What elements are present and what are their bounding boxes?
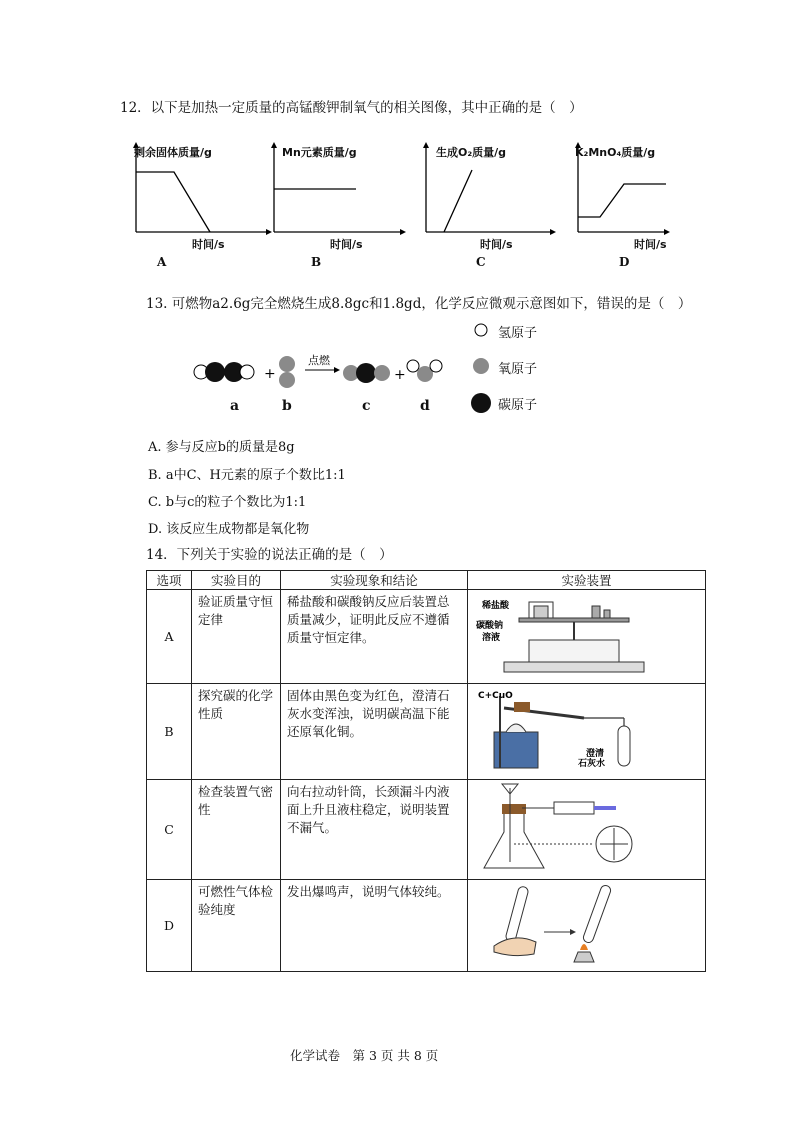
graph-a-ylabel: 剩余固体质量/g <box>134 146 212 159</box>
label-c-cuo: C+CuO <box>478 691 513 701</box>
carbon-reduction-apparatus-image <box>474 686 684 774</box>
row-result: 固体由黑色变为红色，澄清石灰水变浑浊，说明碳高温下能还原氧化铜。 <box>281 684 468 780</box>
question-12-text: 12．以下是加热一定质量的高锰酸钾制氧气的相关图像，其中正确的是（ ） <box>120 100 583 116</box>
table-row <box>147 880 706 972</box>
legend-carbon: 碳原子 <box>498 398 538 413</box>
graph-c <box>420 140 570 270</box>
graph-b <box>268 140 418 270</box>
row-result: 稀盐酸和碳酸钠反应后装置总质量减少，证明此反应不遵循质量守恒定律。 <box>281 590 468 684</box>
graph-d-line <box>578 184 666 217</box>
header-apparatus: 实验装置 <box>468 571 706 590</box>
question-13-text: 13. 可燃物a2.6g完全燃烧生成8.8gc和1.8gd，化学反应微观示意图如下，错误的是（ ） <box>146 296 692 312</box>
q13-option-d: D. 该反应生成物都是氧化物 <box>148 522 310 537</box>
row-purpose: 检查装置气密性 <box>192 780 281 880</box>
carbon-atom <box>205 362 225 382</box>
q13-option-b: B. a中C、H元素的原子个数比1:1 <box>148 468 346 483</box>
q13-option-c: C. b与c的粒子个数比为1:1 <box>148 495 307 510</box>
apparatus-purity-test <box>468 880 706 972</box>
table-row <box>147 590 706 684</box>
graph-a-letter: A <box>157 255 167 269</box>
header-result: 实验现象和结论 <box>281 571 468 590</box>
oxygen-atom <box>279 372 295 388</box>
plus-sign: + <box>394 367 406 383</box>
table-row <box>147 780 706 880</box>
label-clear: 澄清 <box>586 749 605 759</box>
graph-a-line <box>136 172 210 232</box>
purity-test-apparatus-image <box>474 882 684 966</box>
row-option: B <box>147 684 192 780</box>
apparatus-balance <box>468 590 706 684</box>
graph-d <box>572 140 722 270</box>
oxygen-atom <box>279 356 295 372</box>
label-hcl: 稀盐酸 <box>482 601 510 611</box>
label-solution: 溶液 <box>482 633 501 643</box>
atom-legend <box>468 318 498 418</box>
reaction-diagram <box>180 340 460 400</box>
carbon-legend-icon <box>471 393 491 413</box>
hydrogen-atom <box>430 360 442 372</box>
graph-c-line <box>444 170 472 232</box>
hydrogen-legend-icon <box>475 324 487 336</box>
apparatus-airtightness <box>468 780 706 880</box>
legend-oxygen: 氧原子 <box>498 362 538 377</box>
row-purpose: 探究碳的化学性质 <box>192 684 281 780</box>
row-result: 向右拉动针筒，长颈漏斗内液面上升且液柱稳定，说明装置不漏气。 <box>281 780 468 880</box>
label-limewater: 石灰水 <box>578 759 606 769</box>
row-option: C <box>147 780 192 880</box>
balance-apparatus-image <box>474 592 684 678</box>
row-purpose: 验证质量守恒定律 <box>192 590 281 684</box>
hydrogen-atom <box>407 360 419 372</box>
graph-d-letter: D <box>619 255 630 269</box>
graph-c-xlabel: 时间/s <box>480 238 513 251</box>
row-purpose: 可燃性气体检验纯度 <box>192 880 281 972</box>
molecule-label-a: a <box>230 398 240 414</box>
molecule-label-d: d <box>420 398 430 414</box>
oxygen-legend-icon <box>473 358 489 374</box>
row-result: 发出爆鸣声，说明气体较纯。 <box>281 880 468 972</box>
legend-hydrogen: 氢原子 <box>498 326 538 341</box>
experiment-table <box>146 570 706 972</box>
plus-sign: + <box>264 366 276 382</box>
airtightness-apparatus-image <box>474 782 684 874</box>
graph-b-letter: B <box>311 255 322 269</box>
question-14-text: 14．下列关于实验的说法正确的是（ ） <box>146 547 393 563</box>
label-na2co3: 碳酸钠 <box>476 621 504 631</box>
graph-a-xlabel: 时间/s <box>192 238 225 251</box>
graph-c-letter: C <box>476 255 486 269</box>
molecule-label-c: c <box>362 398 371 414</box>
row-option: D <box>147 880 192 972</box>
graph-a <box>130 140 280 270</box>
q13-option-a: A. 参与反应b的质量是8g <box>148 440 295 455</box>
oxygen-atom <box>374 365 390 381</box>
arrow-label: 点燃 <box>308 354 330 367</box>
header-option: 选项 <box>147 571 192 590</box>
page-footer: 化学试卷 第 3 页 共 8 页 <box>290 1048 439 1063</box>
graph-d-xlabel: 时间/s <box>634 238 667 251</box>
apparatus-carbon-reduction <box>468 684 706 780</box>
graph-b-ylabel: Mn元素质量/g <box>282 146 357 159</box>
hydrogen-atom <box>240 365 254 379</box>
graph-c-ylabel: 生成O₂质量/g <box>436 146 507 159</box>
carbon-atom <box>356 363 376 383</box>
molecule-label-b: b <box>282 398 292 414</box>
graph-b-xlabel: 时间/s <box>330 238 363 251</box>
header-purpose: 实验目的 <box>192 571 281 590</box>
row-option: A <box>147 590 192 684</box>
table-header-row <box>147 571 706 590</box>
graph-d-ylabel: K₂MnO₄质量/g <box>575 146 656 159</box>
table-row <box>147 684 706 780</box>
